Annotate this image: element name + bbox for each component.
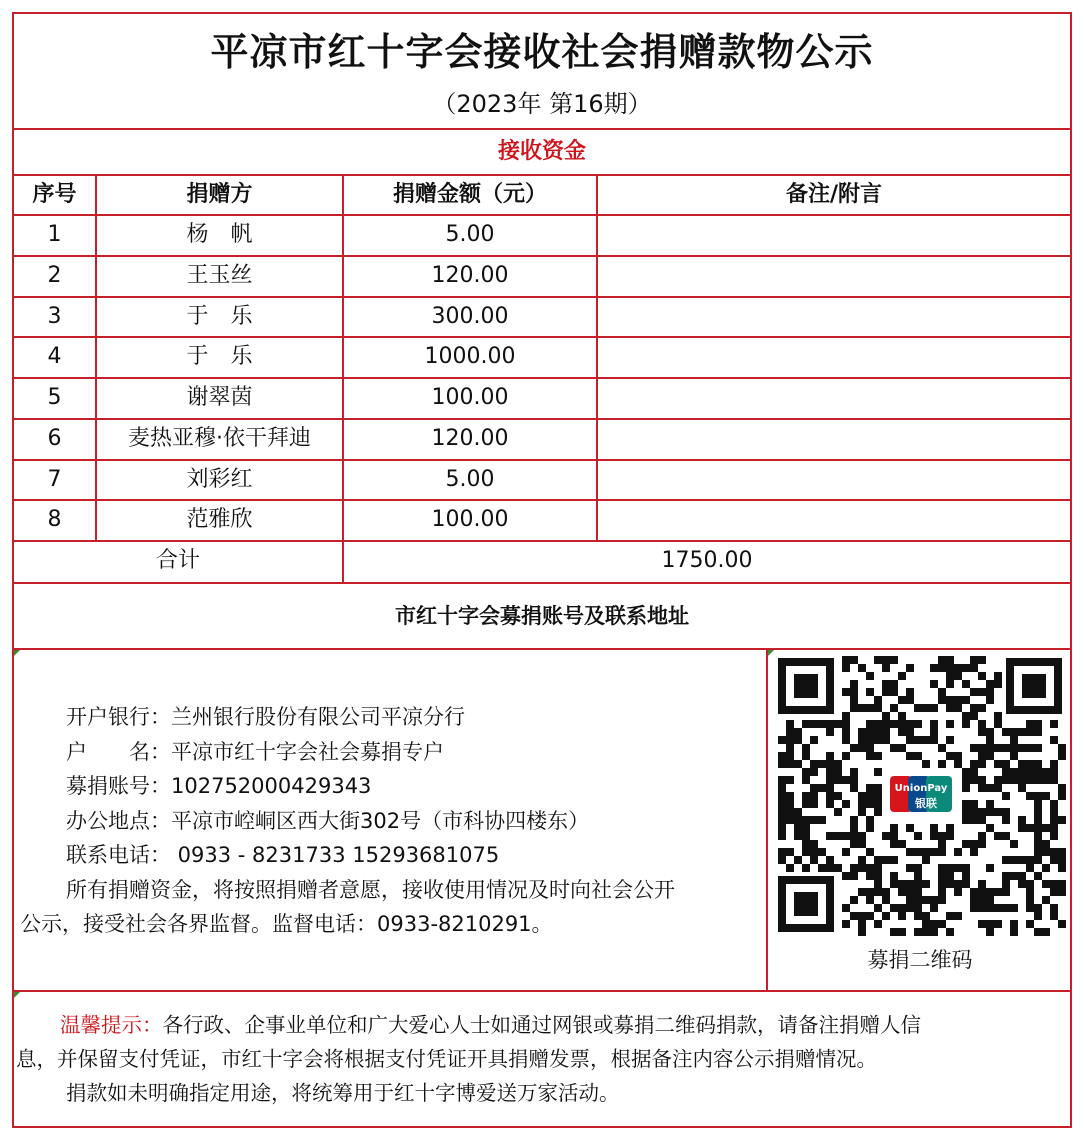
row-note xyxy=(598,500,1070,540)
office-line: 办公地点：平凉市崆峒区西大街302号（市科协四楼东） xyxy=(66,808,590,833)
cell-marker xyxy=(14,650,20,656)
row-no: 8 xyxy=(47,507,62,532)
row-donor: 谢翠茵 xyxy=(186,385,253,410)
col-header-no: 序号 xyxy=(32,182,77,207)
svg-text:银联: 银联 xyxy=(915,797,937,810)
account-number-line: 募捐账号：102752000429343 xyxy=(66,774,372,798)
row-no: 7 xyxy=(47,467,62,492)
col-header-donor: 捐赠方 xyxy=(186,182,253,207)
total-value: 1750.00 xyxy=(661,548,753,573)
row-note xyxy=(598,419,1070,459)
divider xyxy=(12,648,1072,650)
donation-notice xyxy=(16,1008,1070,1110)
divider xyxy=(12,582,1072,584)
unionpay-logo-icon xyxy=(886,772,956,816)
row-note xyxy=(598,256,1070,296)
qr-code-label: 募捐二维码 xyxy=(867,948,973,972)
notice-text: 各行政、企事业单位和广大爱心人士如通过网银或募捐二维码捐款，请备注捐赠人信 xyxy=(162,1013,921,1037)
contact-heading: 市红十字会募捐账号及联系地址 xyxy=(395,604,689,628)
account-name-line: 户 名：平凉市红十字会社会募捐专户 xyxy=(66,739,444,764)
row-no: 1 xyxy=(47,222,62,247)
row-amount: 120.00 xyxy=(431,263,509,288)
funds-section-label: 接收资金 xyxy=(497,139,586,164)
row-donor: 麦热亚穆·依干拜迪 xyxy=(128,426,311,451)
donation-qr-code[interactable] xyxy=(774,654,1066,936)
row-amount: 5.00 xyxy=(445,222,495,247)
contact-info xyxy=(20,700,765,942)
divider xyxy=(766,648,768,990)
col-header-note: 备注/附言 xyxy=(785,182,883,207)
row-donor: 刘彩红 xyxy=(186,467,253,492)
row-note xyxy=(598,215,1070,255)
row-note xyxy=(598,297,1070,337)
row-no: 3 xyxy=(47,304,62,329)
row-no: 4 xyxy=(47,344,62,369)
notice-text: 捐款如未明确指定用途，将统筹用于红十字博爱送万家活动。 xyxy=(66,1081,620,1105)
row-note xyxy=(598,378,1070,418)
row-donor: 杨 帆 xyxy=(186,222,253,247)
divider xyxy=(12,990,1072,992)
row-amount: 5.00 xyxy=(445,467,495,492)
bank-line: 开户银行：兰州银行股份有限公司平凉分行 xyxy=(66,705,465,729)
statement-line: 所有捐赠资金，将按照捐赠者意愿，接收使用情况及时向社会公开 xyxy=(66,877,675,902)
col-header-amount: 捐赠金额（元） xyxy=(392,182,547,207)
issue-subtitle: （2023年 第16期） xyxy=(432,90,652,118)
row-donor: 范雅欣 xyxy=(186,507,253,532)
statement-line: 公示，接受社会各界监督。监督电话：0933-8210291。 xyxy=(20,912,553,936)
row-donor: 于 乐 xyxy=(186,344,253,369)
page-title: 平凉市红十字会接收社会捐赠款物公示 xyxy=(210,30,874,74)
notice-prefix: 温馨提示： xyxy=(60,1013,163,1037)
row-amount: 300.00 xyxy=(431,304,509,329)
row-amount: 100.00 xyxy=(431,507,509,532)
phone-line: 联系电话： 0933 - 8231733 15293681075 xyxy=(66,843,500,867)
row-amount: 1000.00 xyxy=(424,344,516,369)
row-amount: 100.00 xyxy=(431,385,509,410)
row-no: 6 xyxy=(47,426,62,451)
row-note xyxy=(598,337,1070,377)
row-no: 2 xyxy=(47,263,62,288)
row-donor: 王玉丝 xyxy=(186,263,253,288)
notice-text: 息，并保留支付凭证，市红十字会将根据支付凭证开具捐赠发票，根据备注内容公示捐赠情况。 xyxy=(16,1047,877,1071)
row-no: 5 xyxy=(47,385,62,410)
row-note xyxy=(598,460,1070,500)
row-donor: 于 乐 xyxy=(186,304,253,329)
svg-text:UnionPay: UnionPay xyxy=(894,783,948,794)
row-amount: 120.00 xyxy=(431,426,509,451)
cell-marker xyxy=(14,992,20,998)
total-label: 合计 xyxy=(155,548,200,573)
